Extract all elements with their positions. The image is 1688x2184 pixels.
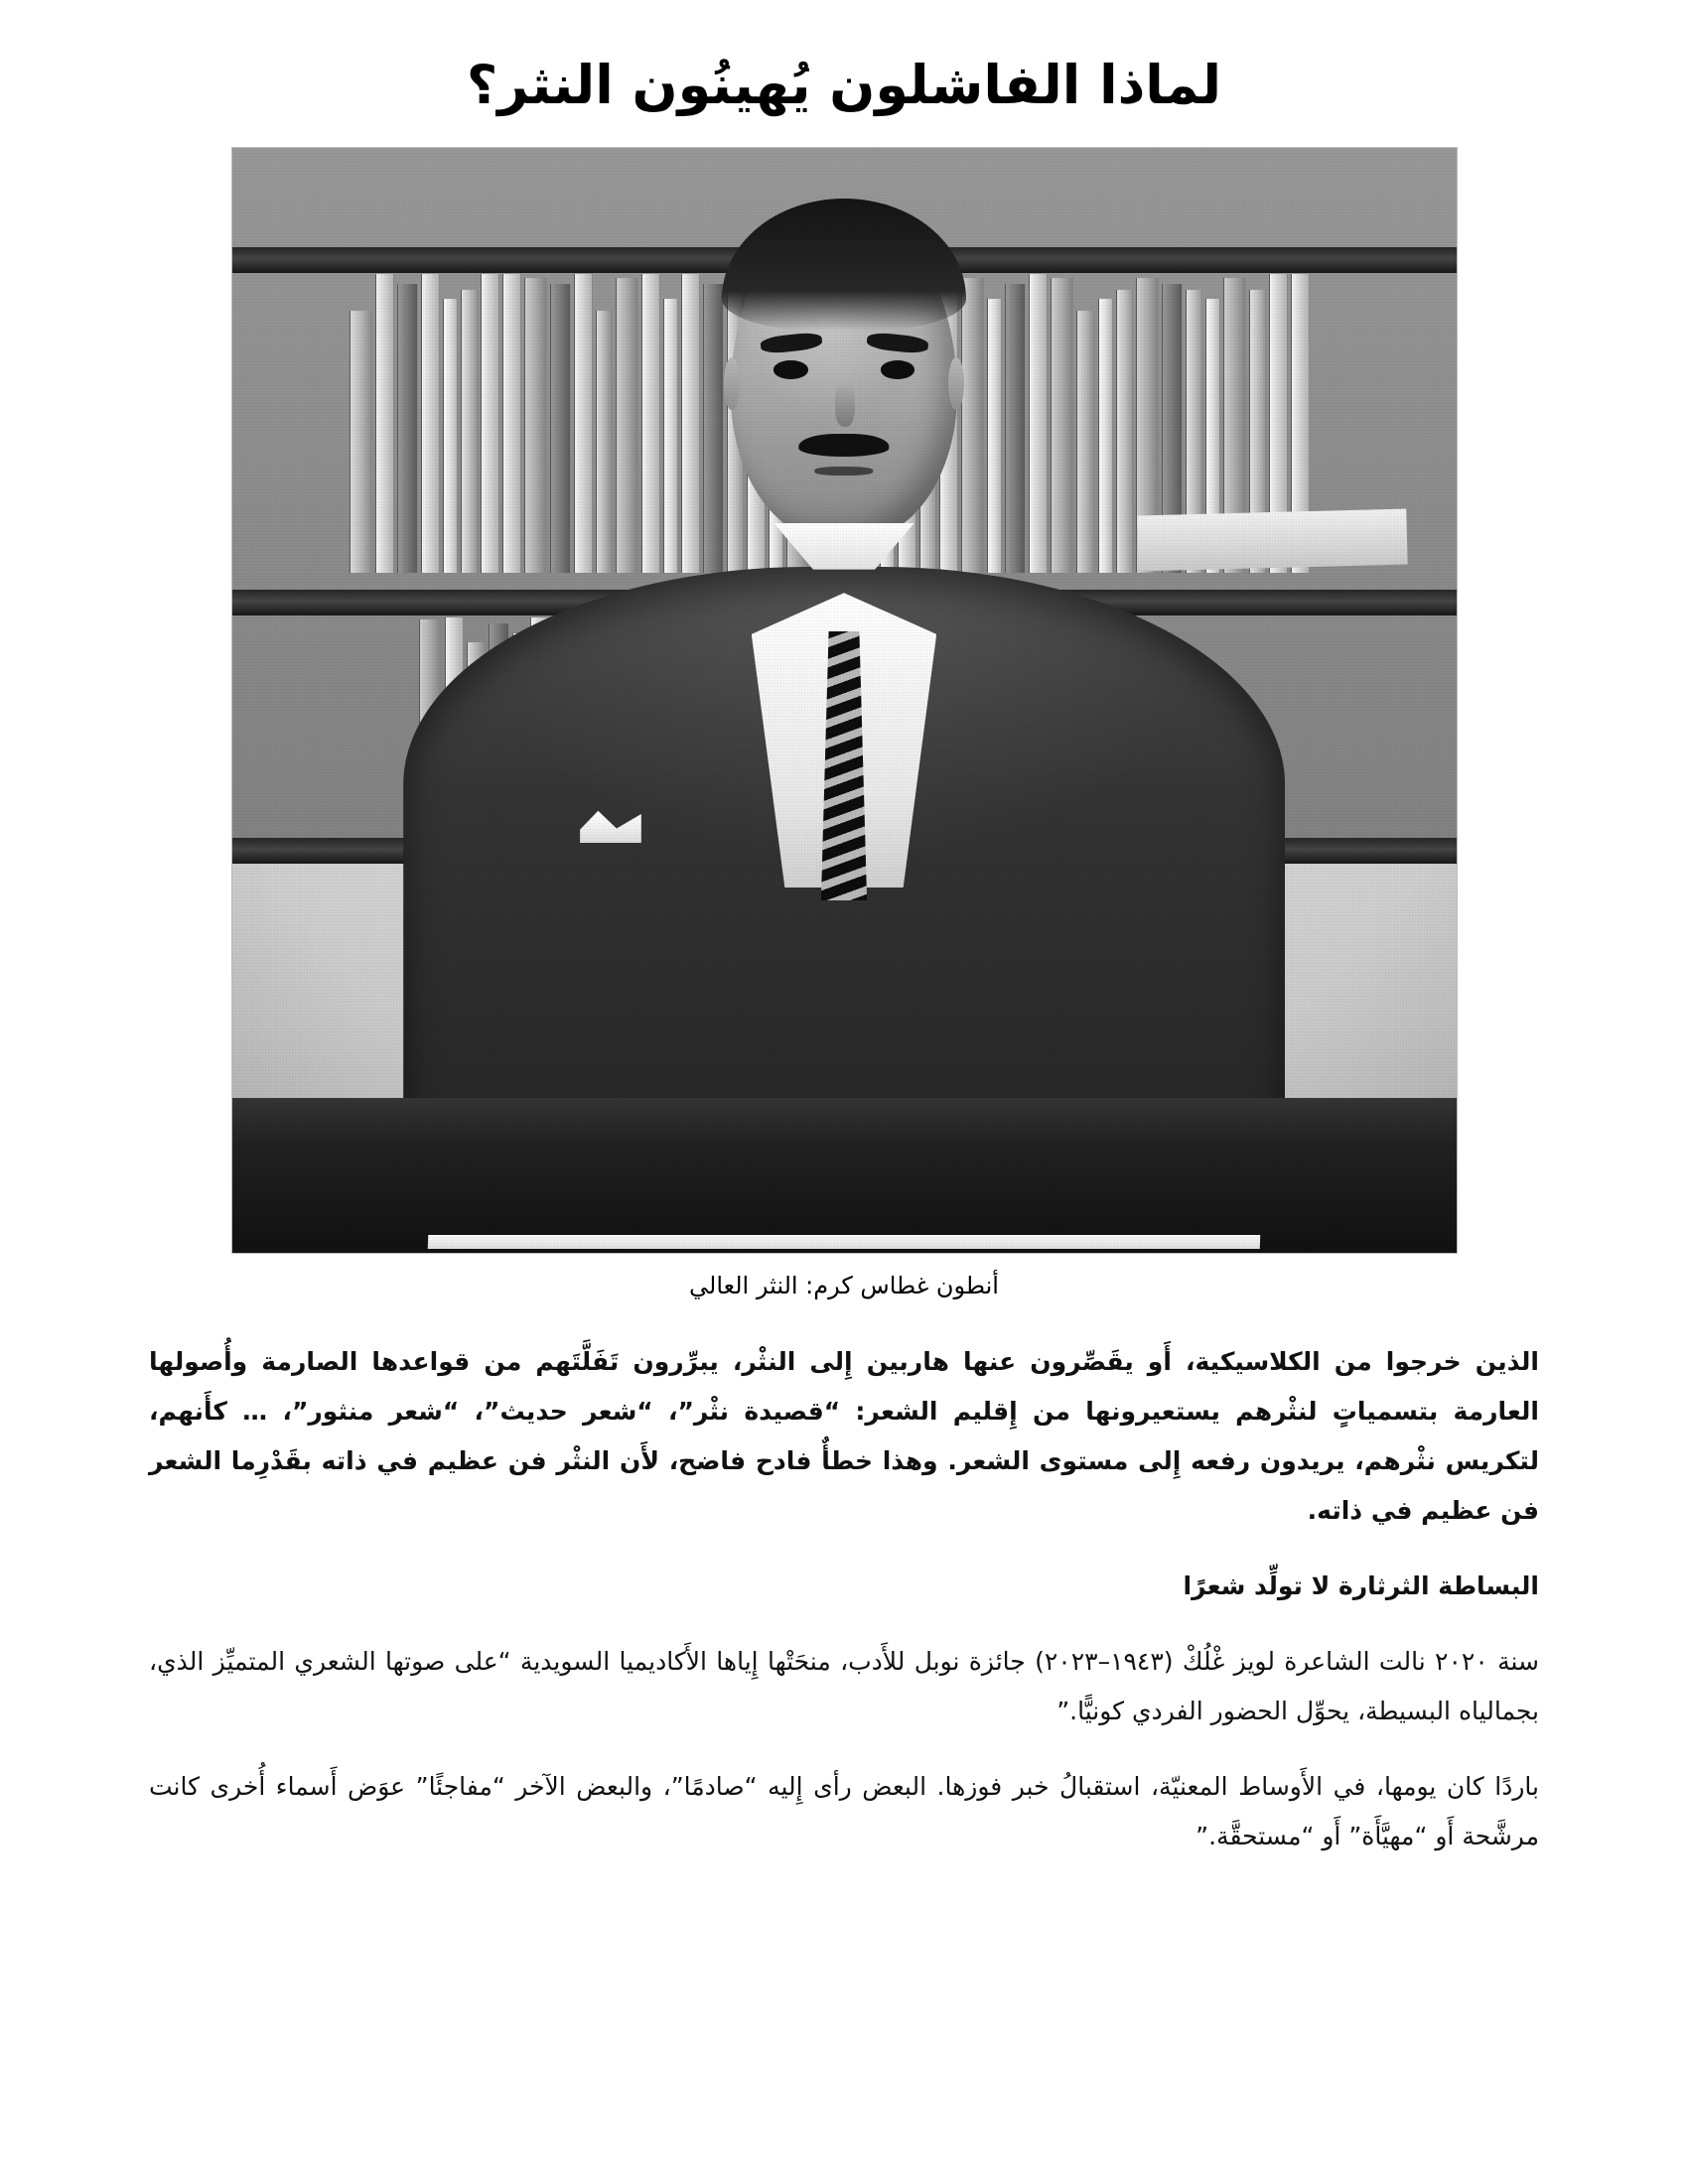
- subject-eye-left: [774, 360, 807, 378]
- subject-eyebrow-left: [760, 331, 822, 353]
- subject-pocket-square: [580, 811, 641, 843]
- section-subheading: البساطة الثرثارة لا تولِّد شعرًا: [1183, 1570, 1539, 1600]
- subject-eye-right: [881, 360, 914, 378]
- subject-head: [731, 208, 957, 540]
- page-title: لماذا الفاشلون يُهينُون النثر؟: [466, 54, 1222, 116]
- subject-nose: [835, 380, 856, 427]
- paragraph-3: باردًا كان يومها، في الأَوساط المعنيّة، استقبالُ خبر فوزها. البعض رأى إِليه “صادمًا”، والبعض الآخر “مفاجئًا” عوَض أَسماء أُخرى كانت مرشَّحة أَو “مهيَّأَة” أَو “مستحقَّة.”: [149, 1771, 1539, 1850]
- paragraph-2: سنة ٢٠٢٠ نالت الشاعرة لويز غْلُكْ (١٩٤٣–٢٠٢٣) جائزة نوبل للأَدب، منحَتْها إِياها الأَكاديميا السويدية “على صوتها الشعري المتميِّز الذي، بجمالياه البسيطة، يحوِّل الحضور الفردي كونيًّا.”: [149, 1646, 1539, 1725]
- desk: [232, 1098, 1457, 1253]
- subject-mouth: [814, 467, 873, 476]
- figure-caption: أنطون غطاس كرم: النثر العالي: [689, 1271, 999, 1299]
- desk-paper-front: [428, 1235, 1261, 1249]
- desk-papers-right: [1137, 508, 1408, 571]
- subject-eyebrow-right: [866, 331, 928, 353]
- portrait-photograph: [231, 147, 1458, 1254]
- photo-canvas: [232, 148, 1457, 1253]
- subject-ear-right: [948, 357, 964, 410]
- article-body: [149, 1337, 1539, 1861]
- paragraph-1: الذين خرجوا من الكلاسيكية، أَو يقَصِّرون عنها هاربين إِلى النثْر، يبرِّرون تَفَلَّتَهم من قواعدها الصارمة وأُصولها العارمة بتسمياتٍ لنثْرهم يستعيرونها من إِقليم الشعر: “قصيدة نثْر”، “شعر حديث”، “شعر منثور”، … كأَنهم، لتكريس نثْرهم، يريدون رفعه إِلى مستوى الشعر. وهذا خطأٌ فادح فاضح، لأَن النثْر فن عظيم في ذاته بقَدْرِما الشعر فن عظيم في ذاته.: [149, 1346, 1539, 1525]
- subject-ear-left: [724, 357, 740, 410]
- subject-moustache: [798, 434, 889, 457]
- article-figure: [149, 147, 1539, 1303]
